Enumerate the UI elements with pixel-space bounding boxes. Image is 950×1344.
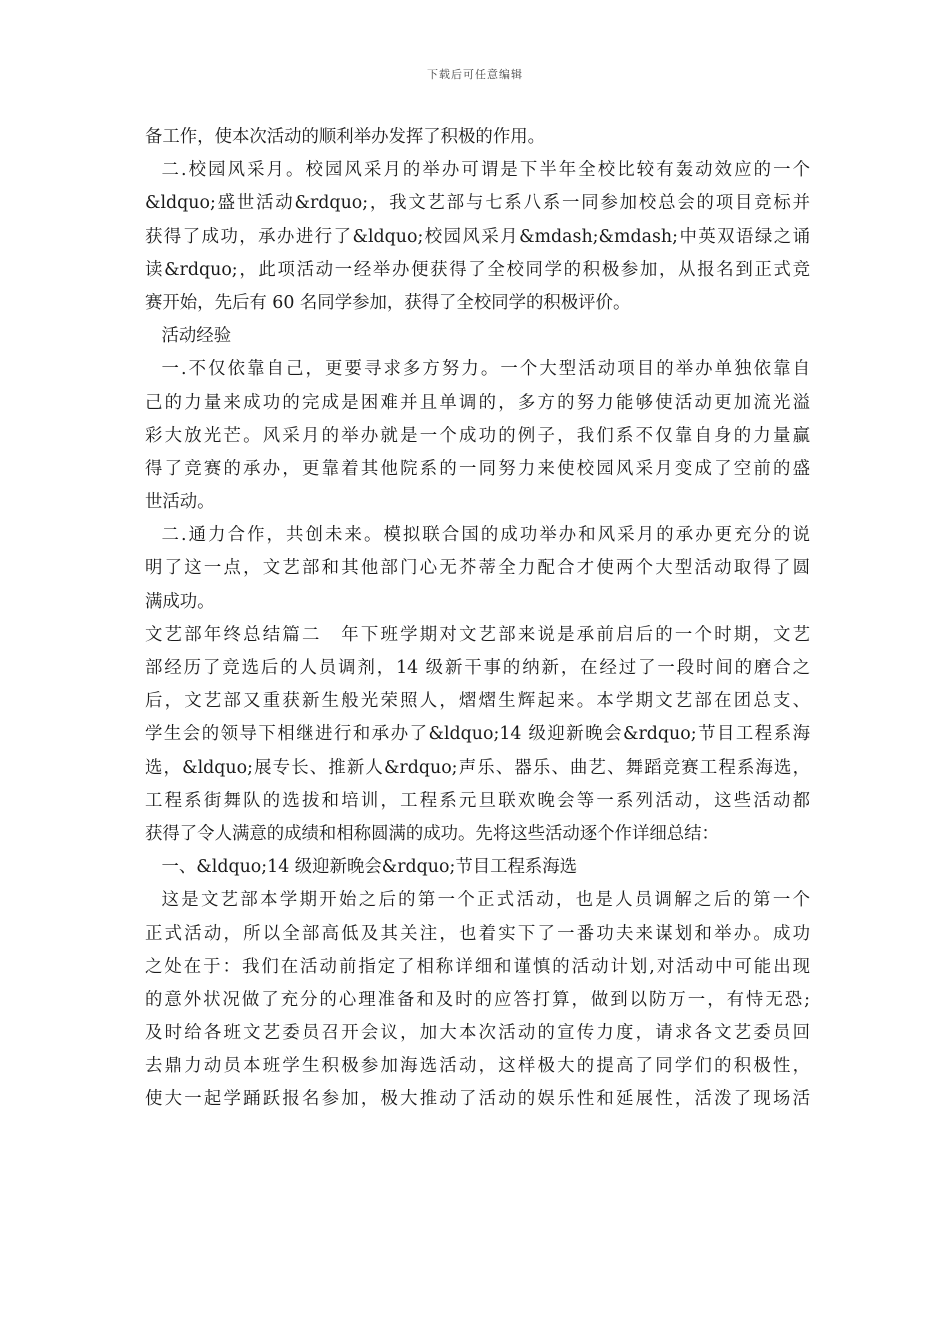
text-line: 工程系街舞队的选拔和培训，工程系元旦联欢晚会等一系列活动，这些活动都 [145, 790, 810, 811]
text-line: 明了这一点，文艺部和其他部门心无芥蒂全力配合才使两个大型活动取得了圆 [145, 558, 810, 579]
text-line: 一.不仅依靠自己，更要寻求多方努力。一个大型活动项目的举办单独依靠自 [161, 359, 810, 380]
text-line: 后，文艺部又重获新生般光荣照人，熠熠生辉起来。本学期文艺部在团总支、 [145, 691, 810, 712]
text-line: 备工作，使本次活动的顺利举办发挥了积极的作用。 [145, 127, 545, 147]
text-line: 满成功。 [145, 591, 215, 612]
text-line: 世活动。 [145, 492, 215, 513]
text-line: 获得了成功，承办进行了&ldquo;校园风采月&mdash;&mdash;中英双语绿之诵 [145, 226, 810, 247]
text-line: 学生会的领导下相继进行和承办了&ldquo;14 级迎新晚会&rdquo;节目工程系海 [145, 724, 810, 745]
text-line: 的意外状况做了充分的心理准备和及时的应答打算，做到以防万一，有恃无恐; [145, 989, 810, 1010]
text-line: 使大一起学踊跃报名参加，极大推动了活动的娱乐性和延展性，活泼了现场活 [145, 1089, 810, 1110]
text-line: &ldquo;盛世活动&rdquo;，我文艺部与七系八系一同参加校总会的项目竞标并 [145, 193, 810, 214]
text-line: 文艺部年终总结篇二 年下班学期对文艺部来说是承前启后的一个时期，文艺 [145, 624, 810, 645]
text-line: 之处在于：我们在活动前指定了相称详细和谨慎的活动计划,对活动中可能出现 [145, 956, 810, 977]
text-line: 二.通力合作，共创未来。模拟联合国的成功举办和风采月的承办更充分的说 [161, 525, 810, 546]
text-line: 这是文艺部本学期开始之后的第一个正式活动，也是人员调解之后的第一个 [161, 890, 810, 911]
text-line: 二.校园风采月。校园风采月的举办可谓是下半年全校比较有轰动效应的一个 [161, 160, 810, 181]
text-line: 活动经验 [161, 326, 232, 347]
text-line: 彩大放光芒。风采月的举办就是一个成功的例子，我们系不仅靠自身的力量赢 [145, 425, 810, 446]
text-line: 及时给各班文艺委员召开会议，加大本次活动的宣传力度，请求各文艺委员回 [145, 1023, 810, 1044]
text-line: 赛开始，先后有 60 名同学参加，获得了全校同学的积极评价。 [145, 292, 631, 313]
text-line: 得了竞赛的承办，更靠着其他院系的一同努力来使校园风采月变成了空前的盛 [145, 458, 810, 479]
document-body [145, 121, 810, 1117]
text-line: 读&rdquo;，此项活动一经举办便获得了全校同学的积极参加，从报名到正式竞 [145, 259, 810, 280]
text-line: 选，&ldquo;展专长、推新人&rdquo;声乐、器乐、曲艺、舞蹈竞赛工程系海选， [145, 757, 810, 778]
text-line: 一、&ldquo;14 级迎新晚会&rdquo;节目工程系海选 [161, 857, 578, 878]
text-line: 去鼎力动员本班学生积极参加海选活动，这样极大的提高了同学们的积极性， [145, 1056, 810, 1077]
text-line: 获得了令人满意的成绩和相称圆满的成功。先将这些活动逐个作详细总结： [145, 823, 719, 844]
text-line: 部经历了竞选后的人员调剂，14 级新干事的纳新，在经过了一段时间的磨合之 [145, 658, 810, 678]
page-header: 下载后可任意编辑 [427, 68, 523, 81]
text-line: 己的力量来成功的完成是困难并且单调的，多方的努力能够使活动更加流光溢 [145, 392, 810, 413]
text-line: 正式活动，所以全部高低及其关注，也着实下了一番功夫来谋划和举办。成功 [145, 923, 810, 944]
